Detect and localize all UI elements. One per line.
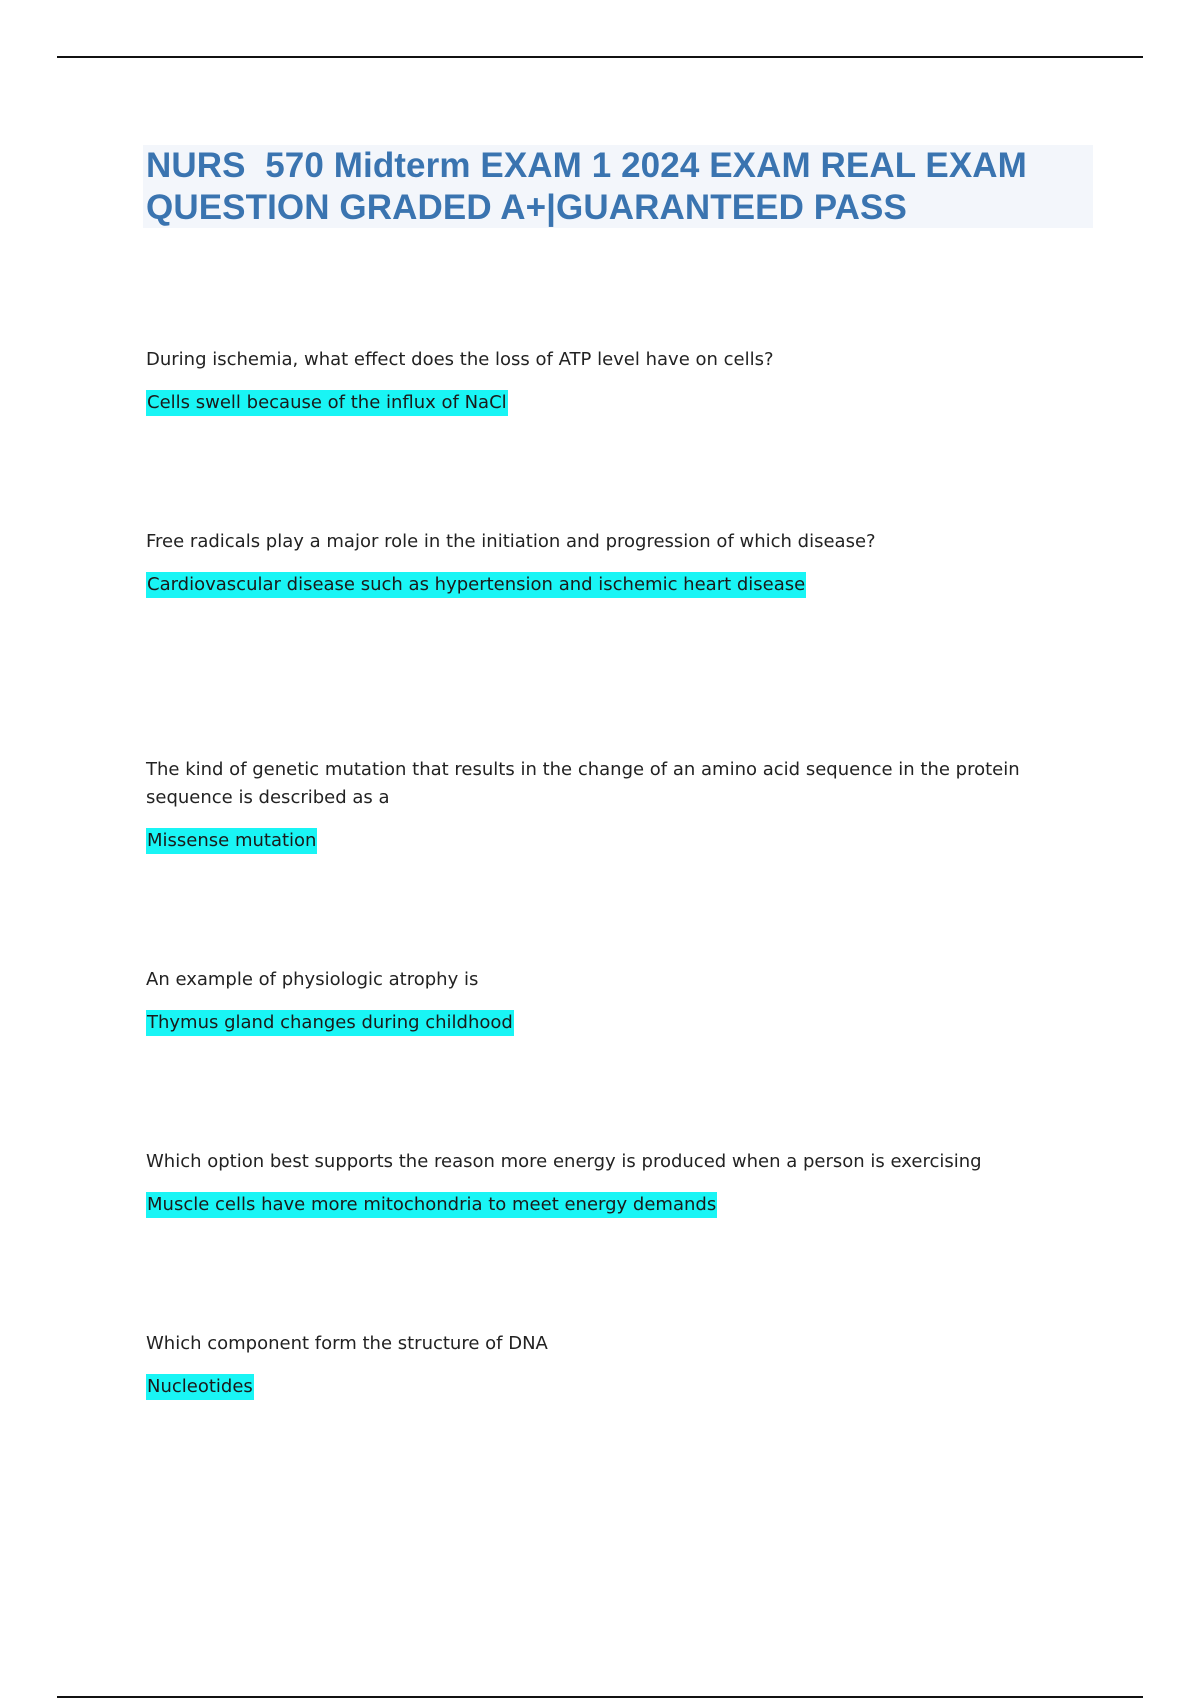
question-text: Which option best supports the reason more energy is produced when a person is exercising bbox=[146, 1151, 982, 1172]
document-title: NURS 570 Midterm EXAM 1 2024 EXAM REAL EXAM QUESTION GRADED A+|GUARANTEED PASS bbox=[146, 146, 1037, 227]
answer-highlight: Cells swell because of the influx of NaCl bbox=[146, 390, 508, 416]
question-block-4 bbox=[146, 966, 1046, 1036]
question-text: An example of physiologic atrophy is bbox=[146, 969, 479, 990]
answer-highlight: Nucleotides bbox=[146, 1374, 254, 1400]
question-text: The kind of genetic mutation that results in the change of an amino acid sequence in the protein sequence is described as a bbox=[146, 759, 1020, 808]
question-block-3 bbox=[146, 756, 1046, 854]
question-text: During ischemia, what effect does the loss of ATP level have on cells? bbox=[146, 349, 774, 370]
question-block-5 bbox=[146, 1148, 1046, 1218]
question-text: Which component form the structure of DNA bbox=[146, 1333, 548, 1354]
top-divider bbox=[57, 56, 1143, 58]
answer-highlight: Muscle cells have more mitochondria to meet energy demands bbox=[146, 1192, 717, 1218]
question-text: Free radicals play a major role in the initiation and progression of which disease? bbox=[146, 531, 876, 552]
question-block-2 bbox=[146, 528, 1046, 598]
answer-highlight: Cardiovascular disease such as hypertension and ischemic heart disease bbox=[146, 572, 806, 598]
question-block-1 bbox=[146, 346, 1046, 416]
bottom-divider bbox=[57, 1696, 1143, 1698]
answer-highlight: Thymus gland changes during childhood bbox=[146, 1010, 514, 1036]
question-block-6 bbox=[146, 1330, 1046, 1400]
answer-highlight: Missense mutation bbox=[146, 828, 317, 854]
